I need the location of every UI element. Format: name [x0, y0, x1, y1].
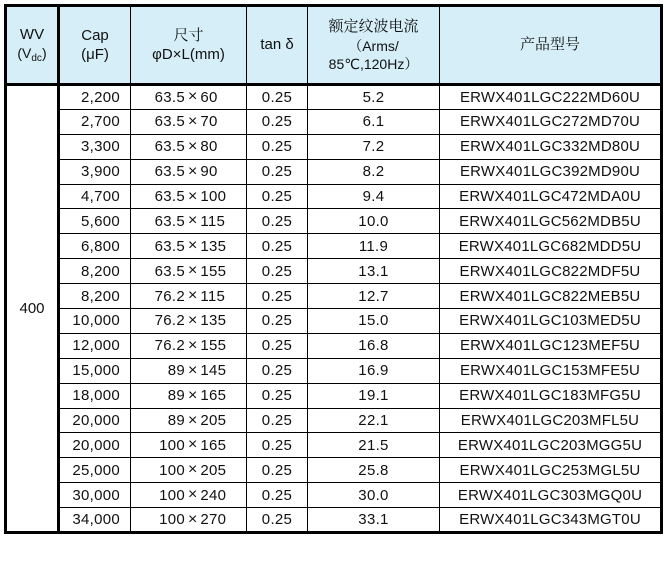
- header-tan-delta-label: tan δ: [260, 36, 294, 54]
- part-number-cell: ERWX401LGC203MFL5U: [440, 408, 662, 433]
- table-row: [6, 383, 662, 408]
- multiply-sign: ×: [188, 386, 198, 404]
- part-number-cell: ERWX401LGC153MFE5U: [440, 358, 662, 383]
- size-length: 205: [200, 412, 227, 430]
- capacitance-cell: 8,200: [59, 284, 131, 309]
- size-diameter: 100: [159, 436, 185, 454]
- table-row: [6, 333, 662, 358]
- table-header: [6, 6, 662, 85]
- multiply-sign: ×: [188, 112, 198, 130]
- part-number-cell: ERWX401LGC253MGL5U: [440, 458, 662, 483]
- capacitance-cell: 2,200: [59, 85, 131, 110]
- header-wv-title: WV: [19, 25, 45, 43]
- size-cell: [131, 358, 247, 383]
- size-cell: [131, 159, 247, 184]
- capacitor-spec-table: [4, 4, 663, 534]
- size-cell: [131, 184, 247, 209]
- tan-delta-cell: 0.25: [247, 508, 308, 533]
- size-length: 115: [200, 212, 226, 230]
- header-size: [131, 6, 247, 85]
- part-number-cell: ERWX401LGC303MGQ0U: [440, 483, 662, 508]
- size-length: 90: [200, 163, 218, 181]
- table-row: [6, 508, 662, 533]
- size-length: 60: [200, 88, 218, 106]
- ripple-current-cell: 15.0: [308, 309, 440, 334]
- part-number-cell: ERWX401LGC343MGT0U: [440, 508, 662, 533]
- ripple-current-cell: 25.8: [308, 458, 440, 483]
- ripple-current-cell: 30.0: [308, 483, 440, 508]
- size-cell: [131, 458, 247, 483]
- ripple-current-cell: 22.1: [308, 408, 440, 433]
- tan-delta-cell: 0.25: [247, 383, 308, 408]
- size-length: 155: [200, 337, 227, 355]
- multiply-sign: ×: [188, 287, 198, 305]
- size-diameter: 89: [167, 412, 185, 430]
- size-length: 100: [200, 188, 227, 205]
- wv-value-cell: 400: [6, 85, 59, 533]
- size-cell: [131, 259, 247, 284]
- table-body: [6, 85, 662, 533]
- tan-delta-cell: 0.25: [247, 134, 308, 159]
- size-cell: [131, 383, 247, 408]
- size-diameter: 76.2: [154, 312, 185, 330]
- ripple-current-cell: 16.9: [308, 358, 440, 383]
- tan-delta-cell: 0.25: [247, 333, 308, 358]
- part-number-cell: ERWX401LGC123MEF5U: [440, 333, 662, 358]
- size-cell: [131, 433, 247, 458]
- multiply-sign: ×: [188, 262, 198, 280]
- size-diameter: 63.5: [154, 163, 185, 181]
- size-diameter: 63.5: [154, 113, 185, 131]
- part-number-cell: ERWX401LGC562MDB5U: [440, 209, 662, 234]
- tan-delta-cell: 0.25: [247, 284, 308, 309]
- size-diameter: 89: [167, 387, 185, 405]
- part-number-cell: ERWX401LGC392MD90U: [440, 159, 662, 184]
- capacitance-cell: 8,200: [59, 259, 131, 284]
- multiply-sign: ×: [188, 510, 198, 528]
- multiply-sign: ×: [188, 311, 198, 329]
- size-length: 135: [200, 237, 227, 255]
- size-cell: [131, 234, 247, 259]
- ripple-current-cell: 5.2: [308, 85, 440, 110]
- size-length: 70: [200, 113, 218, 131]
- table-row: [6, 134, 662, 159]
- header-size-title: 尺寸: [173, 26, 204, 44]
- size-length: 80: [200, 138, 218, 156]
- size-diameter: 100: [159, 486, 185, 504]
- capacitance-cell: 4,700: [59, 184, 131, 209]
- table-row: [6, 85, 662, 110]
- header-part-number: [440, 6, 662, 85]
- multiply-sign: ×: [188, 486, 198, 504]
- multiply-sign: ×: [188, 137, 198, 155]
- tan-delta-cell: 0.25: [247, 234, 308, 259]
- size-cell: [131, 209, 247, 234]
- size-length: 165: [200, 436, 227, 454]
- table-row: [6, 433, 662, 458]
- part-number-cell: ERWX401LGC472MDA0U: [440, 184, 662, 209]
- multiply-sign: ×: [188, 88, 198, 106]
- capacitance-cell: 18,000: [59, 383, 131, 408]
- tan-delta-cell: 0.25: [247, 259, 308, 284]
- table-row: [6, 284, 662, 309]
- table-row: [6, 408, 662, 433]
- size-diameter: 76.2: [154, 287, 185, 305]
- capacitance-cell: 25,000: [59, 458, 131, 483]
- capacitance-cell: 3,900: [59, 159, 131, 184]
- size-cell: [131, 309, 247, 334]
- header-cap: [59, 6, 131, 85]
- ripple-current-cell: 13.1: [308, 259, 440, 284]
- tan-delta-cell: 0.25: [247, 159, 308, 184]
- size-diameter: 76.2: [154, 337, 185, 355]
- header-part-number-label: 产品型号: [519, 36, 580, 54]
- tan-delta-cell: 0.25: [247, 458, 308, 483]
- multiply-sign: ×: [188, 212, 198, 230]
- table-row: [6, 358, 662, 383]
- size-cell: [131, 333, 247, 358]
- capacitance-cell: 3,300: [59, 134, 131, 159]
- multiply-sign: ×: [188, 461, 198, 479]
- table-row: [6, 259, 662, 284]
- table-row: [6, 458, 662, 483]
- capacitance-cell: 20,000: [59, 408, 131, 433]
- size-cell: [131, 284, 247, 309]
- capacitance-cell: 34,000: [59, 508, 131, 533]
- size-cell: [131, 134, 247, 159]
- part-number-cell: ERWX401LGC822MDF5U: [440, 259, 662, 284]
- part-number-cell: ERWX401LGC203MGG5U: [440, 433, 662, 458]
- table-row: [6, 209, 662, 234]
- capacitance-cell: 6,800: [59, 234, 131, 259]
- size-diameter: 63.5: [154, 237, 185, 255]
- capacitance-cell: 10,000: [59, 309, 131, 334]
- size-length: 115: [200, 287, 226, 305]
- capacitance-cell: 20,000: [59, 433, 131, 458]
- ripple-current-cell: 9.4: [308, 184, 440, 209]
- size-length: 155: [200, 262, 227, 280]
- size-cell: [131, 508, 247, 533]
- size-diameter: 100: [159, 461, 185, 479]
- part-number-cell: ERWX401LGC222MD60U: [440, 85, 662, 110]
- tan-delta-cell: 0.25: [247, 358, 308, 383]
- capacitance-cell: 12,000: [59, 333, 131, 358]
- multiply-sign: ×: [188, 336, 198, 354]
- ripple-current-cell: 21.5: [308, 433, 440, 458]
- multiply-sign: ×: [188, 411, 198, 429]
- ripple-current-cell: 8.2: [308, 159, 440, 184]
- header-wv-unit: $(V_{dc})$: [17, 45, 47, 65]
- ripple-current-cell: 19.1: [308, 383, 440, 408]
- size-diameter: 63.5: [154, 212, 185, 230]
- table-row: [6, 483, 662, 508]
- size-diameter: 89: [167, 362, 185, 380]
- part-number-cell: ERWX401LGC103MED5U: [440, 309, 662, 334]
- ripple-current-cell: 7.2: [308, 134, 440, 159]
- ripple-current-cell: 6.1: [308, 109, 440, 134]
- capacitance-cell: 30,000: [59, 483, 131, 508]
- header-ripple-current: [308, 6, 440, 85]
- header-cap-title: Cap: [81, 26, 109, 44]
- part-number-cell: ERWX401LGC332MD80U: [440, 134, 662, 159]
- size-length: 270: [200, 511, 227, 529]
- size-diameter: 63.5: [154, 188, 185, 205]
- size-diameter: 63.5: [154, 262, 185, 280]
- size-diameter: 63.5: [154, 138, 185, 156]
- size-cell: [131, 408, 247, 433]
- header-ripple-title: 额定纹波电流: [328, 18, 419, 36]
- capacitance-cell: 2,700: [59, 109, 131, 134]
- ripple-current-cell: 10.0: [308, 209, 440, 234]
- header-wv: [6, 6, 59, 85]
- ripple-current-cell: 11.9: [308, 234, 440, 259]
- tan-delta-cell: 0.25: [247, 408, 308, 433]
- table-row: [6, 184, 662, 209]
- size-length: 205: [200, 461, 227, 479]
- tan-delta-cell: 0.25: [247, 209, 308, 234]
- table-row: [6, 109, 662, 134]
- capacitance-cell: 15,000: [59, 358, 131, 383]
- ripple-current-cell: 33.1: [308, 508, 440, 533]
- size-length: 240: [200, 486, 227, 504]
- multiply-sign: ×: [188, 237, 198, 255]
- tan-delta-cell: 0.25: [247, 109, 308, 134]
- size-length: 145: [200, 362, 227, 380]
- multiply-sign: ×: [188, 436, 198, 454]
- tan-delta-cell: 0.25: [247, 433, 308, 458]
- capacitance-cell: 5,600: [59, 209, 131, 234]
- tan-delta-cell: 0.25: [247, 483, 308, 508]
- size-length: 135: [200, 312, 227, 330]
- tan-delta-cell: 0.25: [247, 85, 308, 110]
- table-row: [6, 309, 662, 334]
- size-diameter: 63.5: [154, 88, 185, 106]
- header-row: [6, 6, 662, 85]
- header-ripple-unit-1: （Arms/: [348, 37, 399, 54]
- tan-delta-cell: 0.25: [247, 184, 308, 209]
- multiply-sign: ×: [188, 187, 198, 205]
- table-row: [6, 234, 662, 259]
- ripple-current-cell: 16.8: [308, 333, 440, 358]
- size-cell: [131, 85, 247, 110]
- size-cell: [131, 109, 247, 134]
- multiply-sign: ×: [188, 361, 198, 379]
- part-number-cell: ERWX401LGC183MFG5U: [440, 383, 662, 408]
- size-length: 165: [200, 387, 227, 405]
- part-number-cell: ERWX401LGC822MEB5U: [440, 284, 662, 309]
- multiply-sign: ×: [188, 162, 198, 180]
- part-number-cell: ERWX401LGC272MD70U: [440, 109, 662, 134]
- tan-delta-cell: 0.25: [247, 309, 308, 334]
- header-size-unit: φD×L(mm): [152, 46, 225, 63]
- size-diameter: 100: [159, 511, 185, 529]
- size-cell: [131, 483, 247, 508]
- header-cap-unit: (μF): [81, 46, 109, 63]
- part-number-cell: ERWX401LGC682MDD5U: [440, 234, 662, 259]
- header-ripple-unit-2: 85℃,120Hz）: [328, 55, 419, 72]
- table-row: [6, 159, 662, 184]
- ripple-current-cell: 12.7: [308, 284, 440, 309]
- header-tan-delta: [247, 6, 308, 85]
